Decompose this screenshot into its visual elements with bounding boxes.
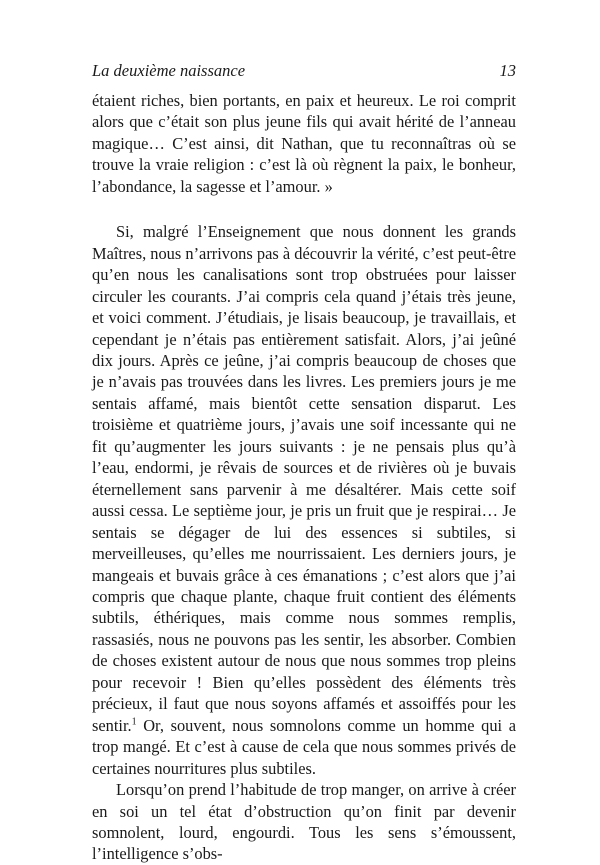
page-number: 13	[499, 61, 516, 80]
body-text	[92, 90, 516, 865]
book-title: La deuxième naissance	[92, 61, 246, 80]
paragraph-fasting-text: Si, malgré l’Enseignement que nous donnent les grands Maîtres, nous n’arrivons pas à découvrir la vérité, c’est peut-être qu’en nous les canalisations sont trop obstruées pour laisser circuler les courants. J’ai compris cela quand j’étais très jeune, et voici comment. J’étudiais, je lisais beaucoup, je travaillais, et cependant je n’étais pas entièrement satisfait. Alors, j’ai jeûné dix jours. Après ce jeûne, j’ai compris beaucoup de choses que je n’avais pas trouvées dans les livres. Les premiers jours je me sentais affamé, mais bientôt cette sensation disparut. Les troisième et quatrième jours, j’avais une soif incessante qui ne fit qu’augmenter les jours suivants : je ne pensais plus qu’à l’eau, endormi, je rêvais de sources et de rivières où je buvais éternellement sans parvenir à me désaltérer. Mais cette soif aussi cessa. Le septième jour, je pris un fruit que je respirai… Je sentais se dégager de lui des essences si subtiles, si merveilleuses, qu’elles me nourrissaient. Les derniers jours, je mangeais et buvais grâce à ces émanations ; c’est alors que j’ai compris que chaque plante, chaque fruit contient des éléments subtils, éthériques, mais comme nous sommes remplis, rassasiés, nous ne pouvons pas les sentir, les absorber. Combien de choses existent autour de nous que nous sommes trop pleins pour recevoir ! Bien qu’elles possèdent des éléments très précieux, il faut que nous soyons affamés et assoiffés pour les sentir.	[92, 222, 516, 735]
paragraph-continued: étaient riches, bien portants, en paix et heureux. Le roi comprit alors que c’était son plus jeune fils qui avait hérité de l’anneau magique… C’est ainsi, dit Nathan, que tu reconnaîtras où se trouve la vraie religion : c’est là où règnent la paix, le bonheur, l’abondance, la sagesse et l’amour. »	[92, 91, 516, 196]
footnote-marker: 1	[131, 716, 137, 728]
paragraph-fasting-tail: Or, souvent, nous somnolons comme un homme qui a trop mangé. Et c’est à cause de cela que nous sommes privés de certaines nourritures plus subtiles.	[92, 715, 516, 778]
running-header	[92, 60, 516, 82]
paragraph-overeating: Lorsqu’on prend l’habitude de trop manger, on arrive à créer en soi un tel état d’obstruction qu’on finit par devenir somnolent, lourd, engourdi. Tous les sens s’émoussent, l’intelligence s’obs-	[92, 780, 516, 864]
paragraph-fasting	[92, 221, 516, 779]
